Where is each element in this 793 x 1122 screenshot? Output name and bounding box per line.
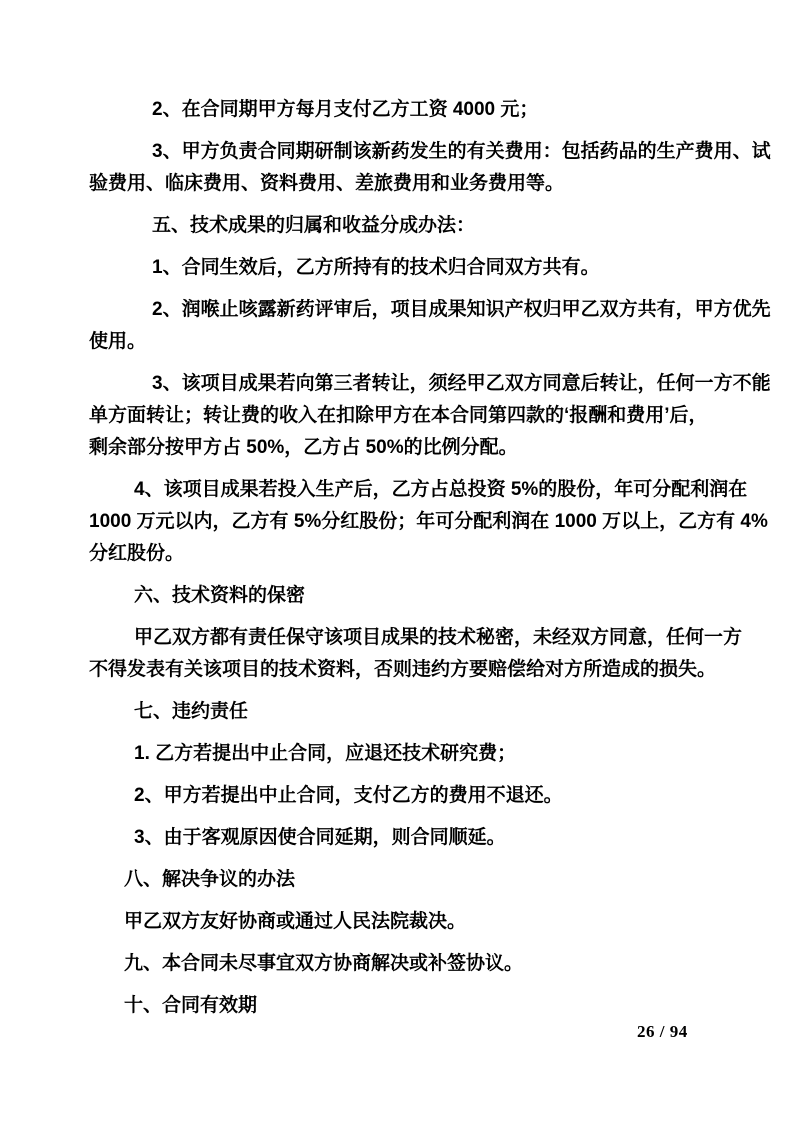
doc-paragraph	[89, 738, 705, 770]
text-line: 1. 乙方若提出中止合同，应退还技术研究费；	[134, 743, 517, 764]
text-line: 2、甲方若提出中止合同，支付乙方的费用不退还。	[134, 785, 563, 806]
text-line: 3、由于客观原因使合同延期，则合同顺延。	[134, 827, 506, 848]
doc-paragraph	[89, 948, 705, 980]
section-heading	[89, 210, 705, 242]
text-line: 3、甲方负责合同期研制该新药发生的有关费用：包括药品的生产费用、试	[152, 141, 771, 162]
text-line: 十、合同有效期	[124, 995, 258, 1016]
doc-paragraph	[89, 822, 705, 854]
text-line: 九、本合同未尽事宜双方协商解决或补签协议。	[124, 953, 524, 974]
text-line: 不得发表有关该项目的技术资料，否则违约方要赔偿给对方所造成的损失。	[89, 659, 717, 680]
section-heading	[89, 580, 705, 612]
text-line: 2、在合同期甲方每月支付乙方工资 4000 元；	[152, 99, 539, 120]
text-line: 甲乙双方都有责任保守该项目成果的技术秘密，未经双方同意，任何一方	[134, 627, 743, 648]
doc-paragraph	[89, 294, 771, 358]
section-heading	[89, 696, 705, 728]
doc-paragraph	[89, 136, 771, 200]
text-line: 分红股份。	[89, 543, 185, 564]
document-body	[89, 94, 771, 1032]
text-line: 1000 万元以内，乙方有 5%分红股份；年可分配利润在 1000 万以上，乙方有 4%	[89, 511, 768, 532]
text-line: 八、解决争议的办法	[124, 869, 296, 890]
text-line: 单方面转让；转让费的收入在扣除甲方在本合同第四款的‘报酬和费用’后，	[89, 405, 708, 426]
section-heading	[89, 990, 705, 1022]
doc-paragraph	[89, 906, 705, 938]
text-line: 4、该项目成果若投入生产后，乙方占总投资 5%的股份，年可分配利润在	[134, 479, 748, 500]
text-line: 2、润喉止咳露新药评审后，项目成果知识产权归甲乙双方共有，甲方优先	[152, 299, 771, 320]
doc-paragraph	[89, 368, 771, 464]
text-line: 3、该项目成果若向第三者转让，须经甲乙双方同意后转让，任何一方不能	[152, 373, 771, 394]
text-line: 使用。	[89, 331, 147, 352]
text-line: 甲乙双方友好协商或通过人民法院裁决。	[124, 911, 467, 932]
text-line: 七、违约责任	[134, 701, 249, 722]
text-line: 剩余部分按甲方占 50%，乙方占 50%的比例分配。	[89, 437, 518, 458]
doc-paragraph	[89, 780, 705, 812]
doc-paragraph	[89, 94, 705, 126]
text-line: 六、技术资料的保密	[134, 585, 306, 606]
doc-paragraph	[89, 622, 743, 686]
text-line: 1、合同生效后，乙方所持有的技术归合同双方共有。	[152, 257, 600, 278]
page-number: 26 / 94	[637, 1022, 688, 1041]
section-heading	[89, 864, 705, 896]
text-line: 五、技术成果的归属和收益分成办法：	[152, 215, 476, 236]
doc-paragraph	[89, 252, 705, 284]
doc-paragraph	[89, 474, 768, 570]
text-line: 验费用、临床费用、资料费用、差旅费用和业务费用等。	[89, 173, 565, 194]
